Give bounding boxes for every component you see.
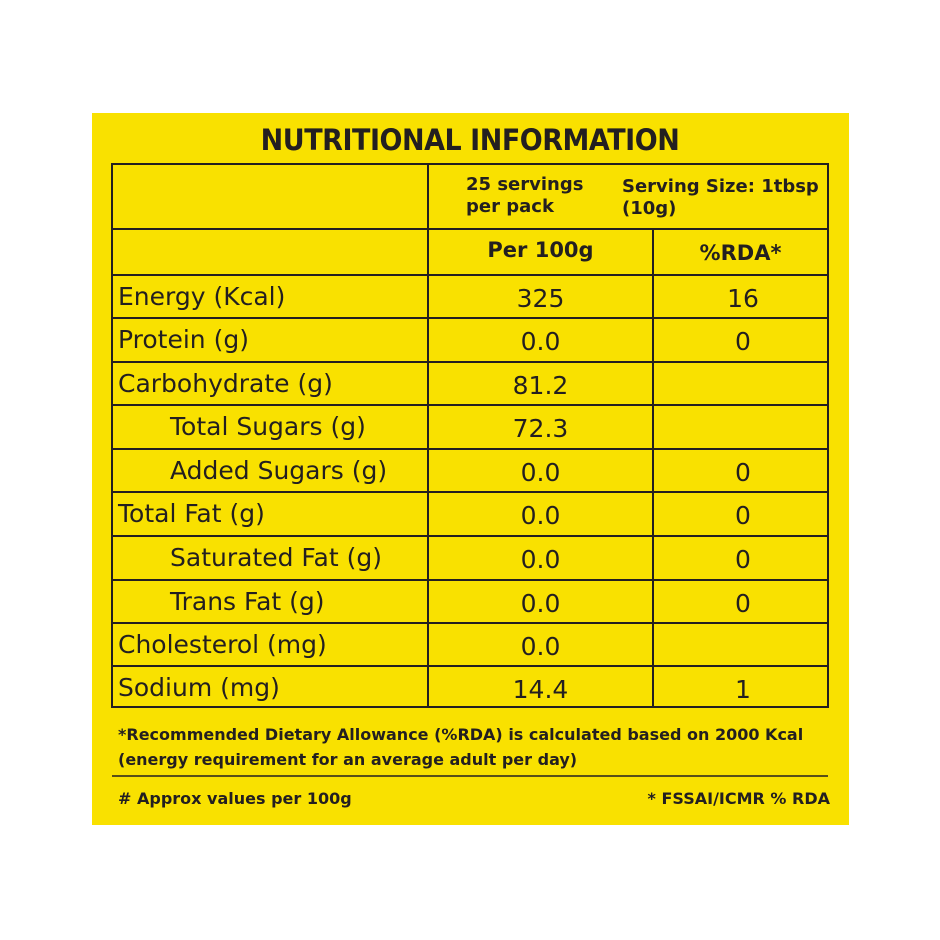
row-per-100g-value: 0.0 [520, 632, 561, 661]
row-per-100g-value: 0.0 [520, 589, 561, 618]
serving-size [622, 176, 827, 220]
servings-per-pack [466, 174, 616, 218]
row-per-100g-value: 0.0 [520, 545, 561, 574]
row-per-100g-value: 0.0 [520, 327, 561, 356]
row-label: Added Sugars (g) [170, 456, 388, 485]
row-rda-value: 0 [735, 327, 751, 356]
rda-note [118, 722, 833, 772]
row-per-100g-value: 0.0 [520, 501, 561, 530]
row-rda-value: 16 [727, 284, 759, 313]
row-rda-value: 0 [735, 545, 751, 574]
row-per-100g-value: 81.2 [512, 371, 569, 400]
serving-size-line-1: Serving Size: 1tbsp [622, 176, 819, 197]
row-rda-value: 0 [735, 501, 751, 530]
row-rda-value: 0 [735, 589, 751, 618]
serving-size-line-2: (10g) [622, 198, 677, 219]
row-rda-value: 1 [735, 675, 751, 704]
footer-fssai-rda: * FSSAI/ICMR % RDA [647, 789, 830, 808]
row-label: Protein (g) [118, 325, 249, 354]
row-label: Total Fat (g) [118, 499, 265, 528]
row-label: Saturated Fat (g) [170, 543, 382, 572]
row-per-100g-value: 325 [516, 284, 565, 313]
row-label: Energy (Kcal) [118, 282, 286, 311]
row-per-100g-value: 0.0 [520, 458, 561, 487]
rda-note-line-1: *Recommended Dietary Allowance (%RDA) is calculated based on 2000 Kcal [118, 725, 804, 744]
per-100g-header: Per 100g [487, 238, 594, 262]
footer-approx-values: # Approx values per 100g [118, 789, 352, 808]
rda-note-line-2: (energy requirement for an average adult per day) [118, 750, 578, 769]
rda-header: %RDA* [699, 241, 782, 265]
row-label: Cholesterol (mg) [118, 630, 327, 659]
row-label: Trans Fat (g) [170, 587, 325, 616]
row-rda-value: 0 [735, 458, 751, 487]
servings-line-2: per pack [466, 196, 554, 217]
servings-line-1: 25 servings [466, 174, 584, 195]
row-per-100g-value: 72.3 [512, 414, 569, 443]
row-label: Total Sugars (g) [170, 412, 366, 441]
row-label: Carbohydrate (g) [118, 369, 333, 398]
row-per-100g-value: 14.4 [512, 675, 569, 704]
label-title: NUTRITIONAL INFORMATION [260, 123, 680, 157]
row-label: Sodium (mg) [118, 673, 280, 702]
